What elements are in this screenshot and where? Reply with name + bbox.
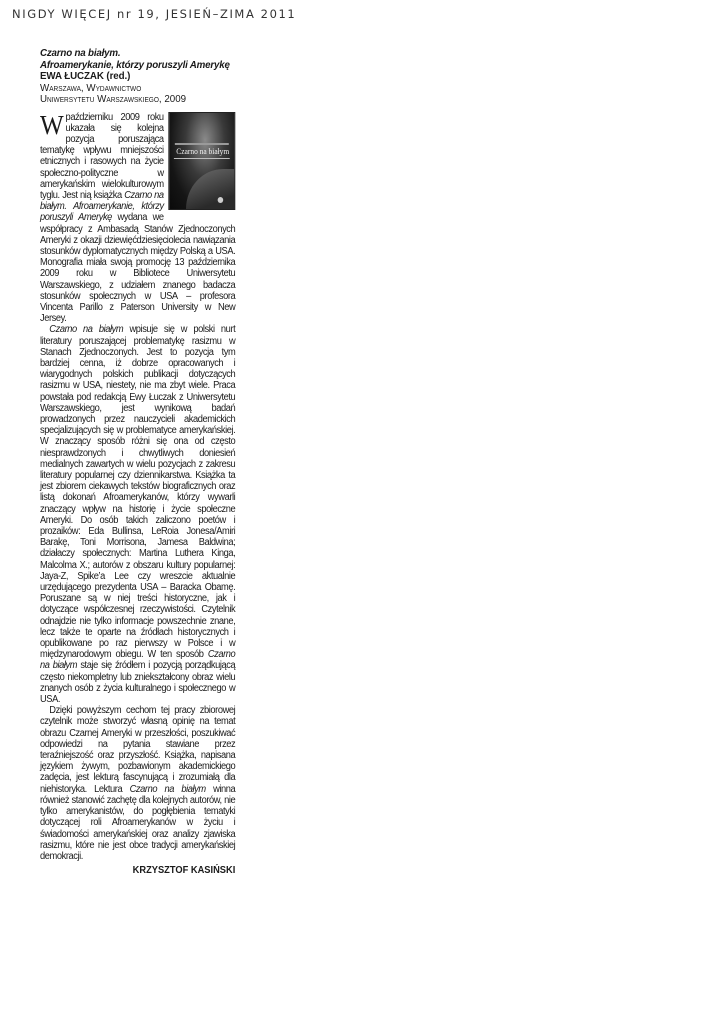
paragraph-3-book-title: Czarno na białym — [129, 783, 206, 795]
book-subtitle: Afroamerykanie, którzy poruszyli Amerykę — [40, 58, 230, 71]
cover-title: Czarno na białym — [176, 146, 230, 156]
review-body — [40, 109, 236, 863]
paragraph-2-text-a: wpisuje się w polski nurt literatury poruszającej problematykę rasizmu w Stanach Zjednoczonych. Jest to pozycja tym bardziej cenna, iż dobrze opracowanych i wiarygodnych polskich publikacji dotyczących rasizmu w USA, niestety, nie ma zbyt wiele. Praca powstała pod redakcją Ewy Łuczak z Uniwersytetu Warszawskiego, jest wynikową badań prowadzonych przez nauczycieli akademickich specjalizujących się w problematyce amerykańskiej. W znaczący sposób różni się ona od często niesprawdzonych i chwytliwych doniesień medialnych zawartych w wielu pozycjach z zakresu literatury popularnej czy dziennikarstwa. Książka ta jest zbiorem ciekawych tekstów biograficznych oraz listą dokonań Afroamerykanów, którzy wywarli znaczący wpływ na historię i życie społeczne Ameryki. Do osób takich zaliczono poetów i prozaików: Eda Bullinsa, LeRoia Jonesa/Amiri Barakę, Toni Morrisona, Jamesa Baldwina; działaczy społecznych: Martina Luthera Kinga, Malcolma X.; autorów z obszaru kultury popularnej: Jaya-Z, Spike’a Lee czy wreszcie aktualnie urzędującego prezydenta USA – Baracka Obamę. Poruszane są w niej treści historyczne, jak i dotyczące współczesnej rzeczywistości. Czytelnik odnajdzie nie tylko informacje powszechnie znane, lecz także te oparte na źródłach historycznych i opublikowane po raz pierwszy w Polsce i w międzynarodowym obiegu. W ten sposób — [40, 324, 236, 661]
paragraph-1-book-title: Czarno na białym. Afroamerykanie, którzy poruszyli Amerykę — [40, 189, 164, 224]
publisher-line-2: Uniwersytetu Warszawskiego, 2009 — [40, 93, 187, 105]
paragraph-1-text-b: wydana we współpracy z Ambasadą Stanów Zjednoczonych Ameryki z okazji dziewięćdziesięciolecia nawiązania stosunków dyplomatycznych między Polską a USA. Monografia miała swoją promocję 13 października 2009 roku w Bibliotece Uniwersytetu Warszawskiego, z udziałem znanego badacza stosunków społecznych w USA – profesora Vincenta Parillo z Paterson University w New Jersey. — [40, 212, 236, 325]
publisher-logo-icon — [218, 197, 224, 203]
paragraph-2 — [40, 324, 235, 705]
paragraph-2-book-title-2: Czarno na białym — [40, 649, 236, 672]
paragraph-3-text-a: Dzięki powyższym cechom tej pracy zbiorowej czytelnik może stworzyć własną opinię na temat obrazu Czarnej Ameryki w przeszłości, poszukiwać odpowiedzi na pytania stawiane przez teraźniejszość oraz przyszłość. Książka, napisana językiem żywym, pozbawionym akademickiego zadęcia, jest lekturą fascynującą i zrozumiałą dla niehistoryka. Lektura — [40, 705, 236, 795]
book-editor: EWA ŁUCZAK (red.) — [40, 70, 131, 82]
running-header: NIGDY WIĘCEJ nr 19, JESIEŃ–ZIMA 2011 — [12, 7, 297, 21]
review-column — [40, 48, 235, 876]
cover-rule — [175, 143, 229, 145]
review-author: KRZYSZTOF KASIŃSKI — [132, 865, 236, 877]
book-cover-image — [168, 112, 235, 210]
cover-rule — [174, 158, 230, 159]
paragraph-3 — [40, 705, 235, 862]
drop-cap: W — [40, 109, 64, 140]
paragraph-1-text-a: październiku 2009 roku ukazała się kolejna pozycja poruszająca tematykę wpływu mniejszości etnicznych i rasowych na życie społeczno-polityczne w amerykańskim wielokulturowym tyglu. Jest nią książka — [40, 111, 164, 201]
paragraph-2-text-b: staje się źródłem i pozycją porządkującą często niekompletny lub zniekształcony obraz wielu znanych osób z życia kulturalnego i społecznego w USA. — [40, 660, 236, 706]
cover-photo — [186, 169, 235, 210]
paragraph-3-text-b: winna również stanowić zachętę dla kolejnych autorów, nie tylko amerykanistów, do pogłębienia tematyki dotyczącej roli Afroamerykanów w życiu i świadomości amerykańskiej oraz analizy zjawiska rasizmu, które nie jest obce tradycji amerykańskiej demokracji. — [40, 783, 236, 862]
publisher-line-1: Warszawa, Wydawnictwo — [40, 81, 142, 94]
book-title: Czarno na białym. — [40, 47, 121, 59]
paragraph-2-book-title: Czarno na białym — [49, 324, 124, 336]
